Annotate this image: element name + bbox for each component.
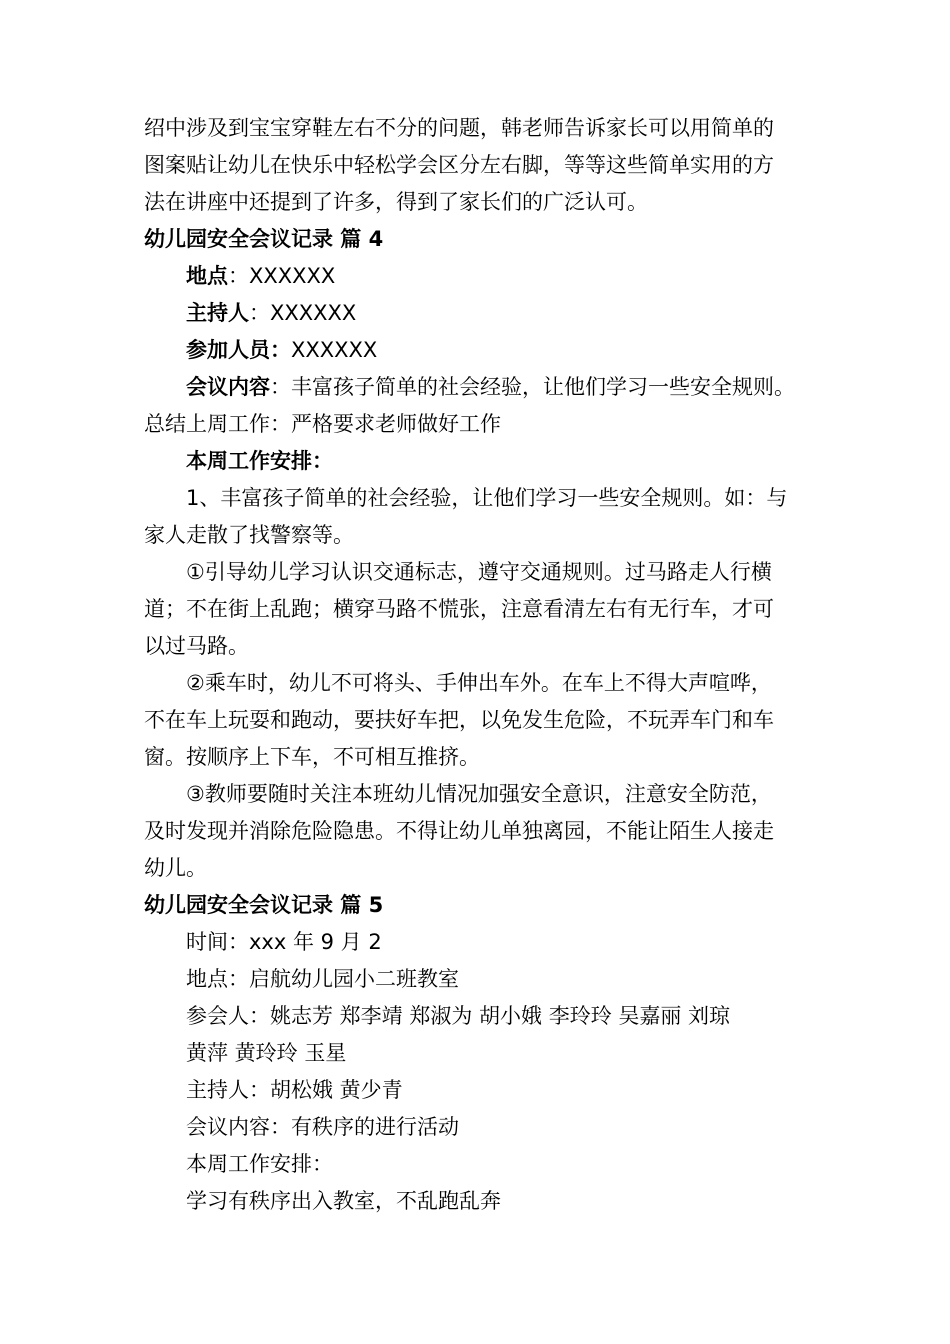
host-value: ：XXXXXX [249, 301, 357, 325]
content-row [144, 369, 820, 406]
location-value: ：XXXXXX [228, 264, 336, 288]
plan-item-4 [144, 776, 820, 887]
plan-item-2 [144, 554, 820, 665]
location-row: 地点：启航幼儿园小二班教室 [186, 967, 459, 991]
plan-item-line: 不在车上玩耍和跑动，要扶好车把，以免发生危险，不玩弄车门和车 [144, 708, 774, 732]
content-label: 会议内容 [186, 375, 270, 399]
plan-item-line: ①引导幼儿学习认识交通标志，遵守交通规则。过马路走人行横 [186, 560, 772, 584]
attendees-label: 参加人员： [186, 338, 291, 362]
plan-item-1 [144, 480, 820, 554]
section-4-title: 幼儿园安全会议记录 篇 4 [144, 227, 384, 251]
intro-paragraph [144, 110, 820, 221]
plan-item-line: 及时发现并消除危险隐患。不得让幼儿单独离园，不能让陌生人接走 [144, 819, 774, 843]
plan-item-line: ②乘车时，幼儿不可将头、手伸出车外。在车上不得大声喧哗， [186, 671, 772, 695]
section-4 [144, 221, 820, 887]
content-row: 会议内容：有秩序的进行活动 [186, 1115, 459, 1139]
plan-item-line: 以过马路。 [144, 634, 249, 658]
host-row: 主持人：胡松娥 黄少青 [186, 1078, 403, 1102]
section-5 [144, 887, 820, 1220]
plan-label: 本周工作安排： [186, 1152, 333, 1176]
plan-item-line: 道；不在街上乱跑；横穿马路不慌张，注意看清左右有无行车，才可 [144, 597, 774, 621]
intro-line: 绍中涉及到宝宝穿鞋左右不分的问题，韩老师告诉家长可以用简单的 [144, 116, 774, 140]
plan-item-3 [144, 665, 820, 776]
summary-row: 总结上周工作：严格要求老师做好工作 [144, 412, 501, 436]
content-value: ：丰富孩子简单的社会经验，让他们学习一些安全规则。 [270, 375, 795, 399]
plan-label: 本周工作安排： [186, 449, 333, 473]
intro-line: 图案贴让幼儿在快乐中轻松学会区分左右脚，等等这些简单实用的方 [144, 153, 774, 177]
plan-item: 学习有秩序出入教室，不乱跑乱奔 [186, 1189, 501, 1213]
host-row [144, 295, 820, 332]
section-5-title: 幼儿园安全会议记录 篇 5 [144, 893, 384, 917]
plan-item-line: 窗。按顺序上下车，不可相互推挤。 [144, 745, 480, 769]
plan-item-line: 1、丰富孩子简单的社会经验，让他们学习一些安全规则。如：与 [186, 486, 788, 510]
plan-item-line: 幼儿。 [144, 856, 207, 880]
attendees-row: 参会人：姚志芳 郑李靖 郑淑为 胡小娥 李玲玲 吴嘉丽 刘琼 [186, 1004, 731, 1028]
plan-item-line: 家人走散了找警察等。 [144, 523, 354, 547]
time-row: 时间：xxx 年 9 月 2 [186, 930, 382, 954]
attendees-row [144, 332, 820, 369]
attendees-value: XXXXXX [291, 338, 378, 362]
plan-item-line: ③教师要随时关注本班幼儿情况加强安全意识，注意安全防范， [186, 782, 772, 806]
attendees-row-continued: 黄萍 黄玲玲 玉星 [186, 1041, 347, 1065]
location-label: 地点 [186, 264, 228, 288]
intro-line: 法在讲座中还提到了许多，得到了家长们的广泛认可。 [144, 190, 648, 214]
location-row [144, 258, 820, 295]
host-label: 主持人 [186, 301, 249, 325]
